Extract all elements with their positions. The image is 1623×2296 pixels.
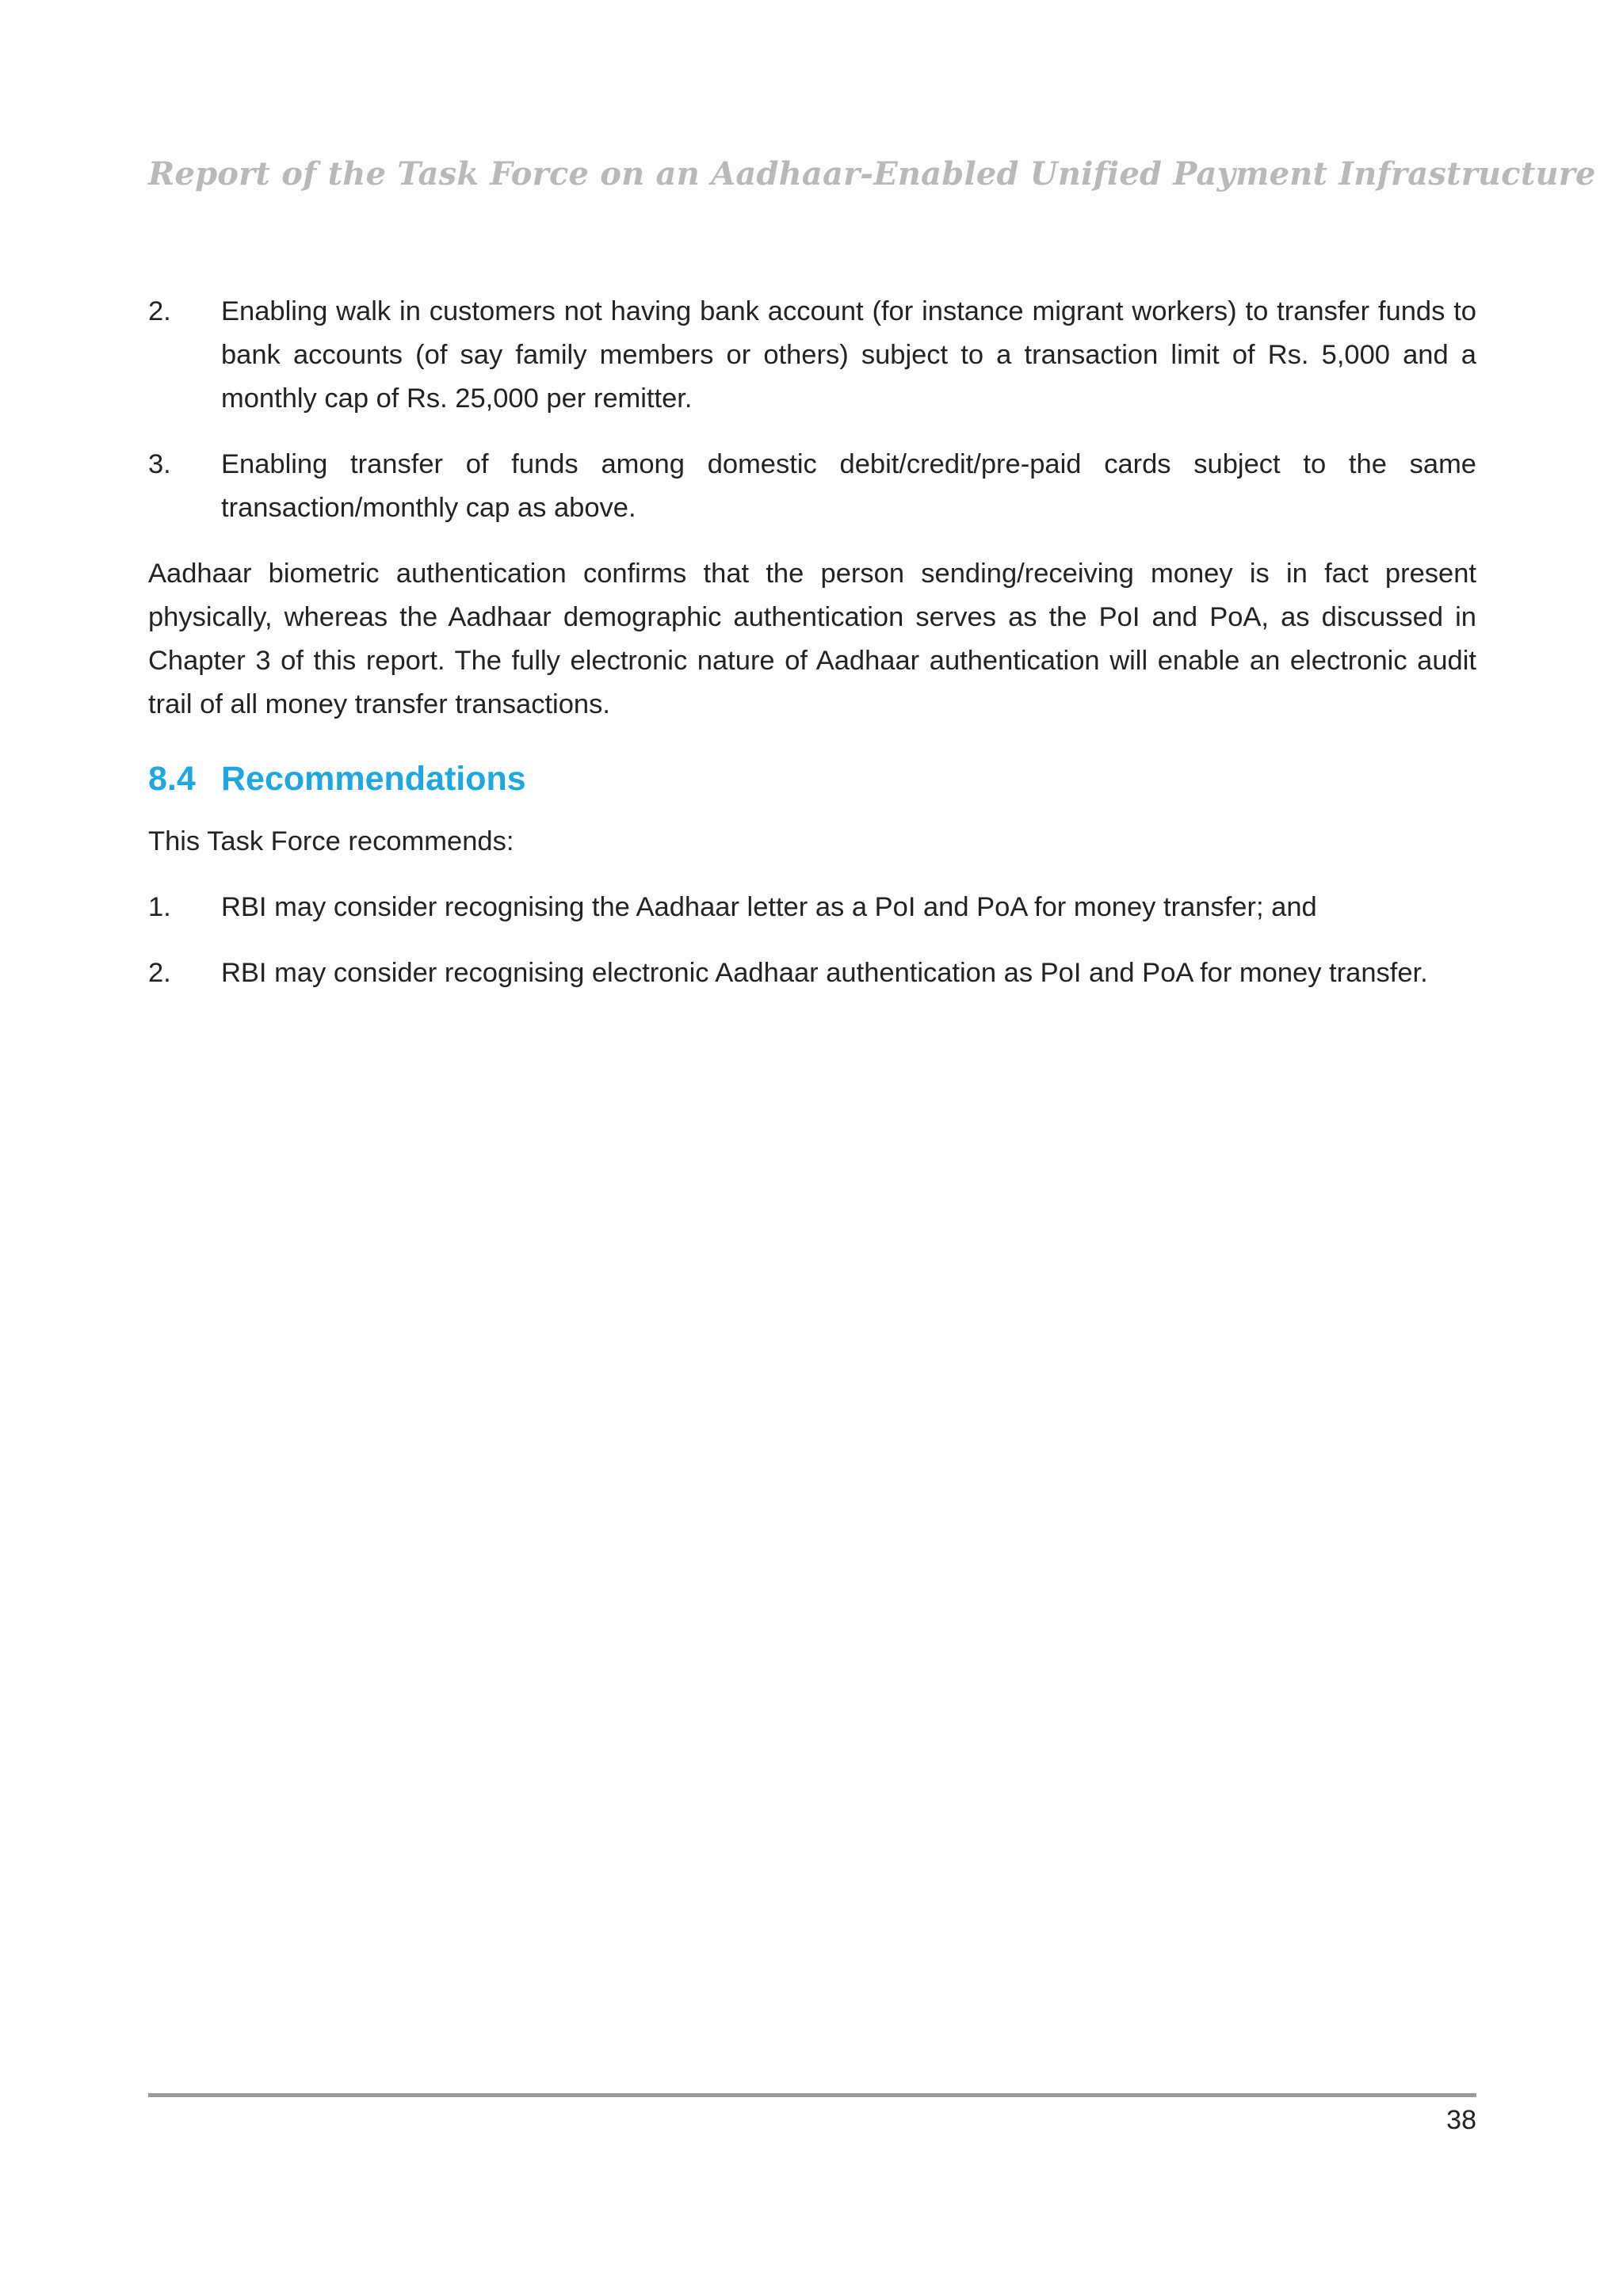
list-item-text: Enabling walk in customers not having bank account (for instance migrant workers) to transfer funds to bank accounts (of say family members or others) subject to a transaction limit of Rs. 5,000 and a monthly cap of Rs. 25,000 per remitter.	[221, 296, 1476, 414]
intro-paragraph: This Task Force recommends:	[148, 826, 514, 856]
recommendation-item	[148, 952, 1476, 995]
recommendation-text: RBI may consider recognising the Aadhaar letter as a PoI and PoA for money transfer; and	[221, 892, 1317, 922]
recommendation-text: RBI may consider recognising electronic Aadhaar authentication as PoI and PoA for money transfer.	[221, 958, 1428, 988]
recommendation-number: 1.	[148, 892, 171, 922]
footer-divider	[148, 2093, 1476, 2097]
section-heading	[148, 755, 1476, 803]
section-number: 8.4	[148, 760, 196, 798]
page-number: 38	[1446, 2105, 1476, 2135]
list-item-number: 3.	[148, 449, 171, 479]
body-paragraph: Aadhaar biometric authentication confirms that the person sending/receiving money is in fact present physically, whereas the Aadhaar demographic authentication serves as the PoI and PoA, as discussed in Chapter 3 of this report. The fully electronic nature of Aadhaar authentication will enable an electronic audit trail of all money transfer transactions.	[148, 559, 1476, 719]
recommendation-number: 2.	[148, 958, 171, 988]
list-item-number: 2.	[148, 296, 171, 326]
running-header: Report of the Task Force on an Aadhaar-Enabled Unified Payment Infrastructure	[148, 155, 1596, 193]
list-item	[148, 290, 1476, 421]
list-item	[148, 443, 1476, 530]
list-item-text: Enabling transfer of funds among domestic debit/credit/pre-paid cards subject to the same transaction/monthly cap as above.	[221, 449, 1476, 523]
page-content	[148, 290, 1476, 1017]
section-title: Recommendations	[221, 760, 526, 798]
recommendation-item	[148, 886, 1476, 929]
